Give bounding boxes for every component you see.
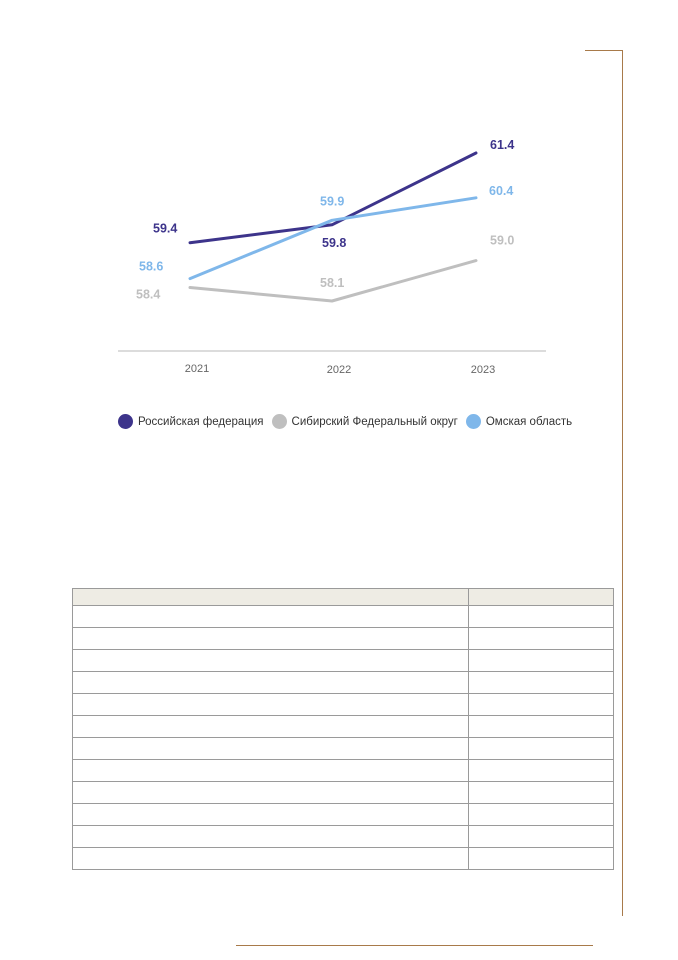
- table-cell: [469, 782, 614, 804]
- table-row: [73, 738, 614, 760]
- table-row: [73, 760, 614, 782]
- data-label: 59.4: [153, 221, 178, 236]
- data-label: 59.8: [322, 235, 347, 250]
- table-cell: [469, 826, 614, 848]
- legend-swatch: [466, 414, 481, 429]
- table-cell: [73, 650, 469, 672]
- table-row: [73, 804, 614, 826]
- legend-item: [272, 414, 458, 429]
- line-chart: [0, 0, 678, 460]
- table-cell: [469, 804, 614, 826]
- table-row: [73, 628, 614, 650]
- table-cell: [469, 628, 614, 650]
- legend-swatch: [272, 414, 287, 429]
- table-cell: [469, 716, 614, 738]
- table-row: [73, 650, 614, 672]
- table-header-row: [73, 589, 614, 606]
- chart-legend: [118, 414, 580, 429]
- data-table: [72, 588, 614, 870]
- table-header-cell: [73, 589, 469, 606]
- table-cell: [73, 804, 469, 826]
- page-border-bottom: [236, 945, 593, 946]
- table-row: [73, 694, 614, 716]
- table-cell: [73, 606, 469, 628]
- data-label: 60.4: [489, 183, 514, 198]
- table-cell: [469, 606, 614, 628]
- legend-label: Сибирский Федеральный округ: [291, 415, 458, 428]
- table-cell: [73, 738, 469, 760]
- data-label: 58.1: [320, 276, 345, 290]
- data-label: 58.4: [136, 287, 161, 302]
- x-tick-label: 2022: [326, 364, 352, 376]
- table-cell: [469, 672, 614, 694]
- table-cell: [469, 848, 614, 870]
- table-row: [73, 848, 614, 870]
- table-cell: [73, 760, 469, 782]
- x-tick-label: 2023: [470, 364, 496, 376]
- data-label: 59.9: [320, 194, 345, 209]
- table-cell: [73, 826, 469, 848]
- table-cell: [73, 716, 469, 738]
- table-cell: [73, 694, 469, 716]
- table-cell: [73, 628, 469, 650]
- table-row: [73, 606, 614, 628]
- table-row: [73, 782, 614, 804]
- legend-label: Омская область: [485, 415, 573, 428]
- legend-item: [118, 414, 264, 429]
- data-label: 59.0: [490, 233, 515, 248]
- table-cell: [469, 760, 614, 782]
- table-cell: [469, 738, 614, 760]
- table-cell: [469, 694, 614, 716]
- data-label: 58.6: [139, 259, 164, 274]
- x-tick-label: 2021: [184, 363, 210, 375]
- legend-label: Российская федерация: [138, 415, 264, 428]
- legend-swatch: [118, 414, 133, 429]
- legend-item: [466, 414, 572, 429]
- table-cell: [73, 848, 469, 870]
- table-row: [73, 716, 614, 738]
- table-row: [73, 826, 614, 848]
- table-cell: [73, 672, 469, 694]
- table-cell: [73, 782, 469, 804]
- data-label: 61.4: [490, 138, 515, 152]
- table-header-cell: [469, 589, 614, 606]
- table-row: [73, 672, 614, 694]
- table-cell: [469, 650, 614, 672]
